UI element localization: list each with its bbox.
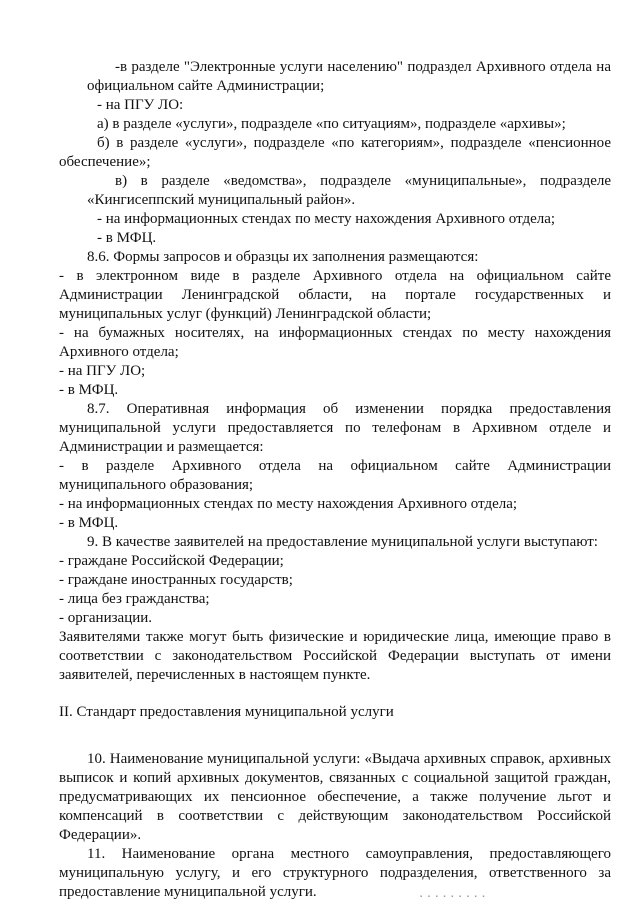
pgu-lo-sub-v: в) в разделе «ведомства», подразделе «муниципальные», подразделе «Кингисеппский муниципальный район».	[87, 173, 611, 208]
website-section-item: - в разделе Архивного отдела на официальном сайте Администрации муниципального образования;	[59, 458, 611, 493]
paper-form-item: - на бумажных носителях, на информационных стендах по месту нахождения Архивного отдела;	[59, 325, 611, 360]
applicant-foreign-citizens: - граждане иностранных государств;	[59, 572, 293, 588]
paragraphs-before-heading	[59, 58, 611, 685]
clause-8-6: 8.6. Формы запросов и образцы их заполнения размещаются:	[87, 249, 479, 265]
info-stands-item: - на информационных стендах по месту нахождения Архивного отдела;	[97, 211, 556, 227]
clause-10: 10. Наименование муниципальной услуги: «Выдача архивных справок, архивных выписок и копий архивных документов, связанных с социальной защитой граждан, предусматривающих их пенсионное обеспечение, а также получение льгот и компенсаций в соответствии с действующим законодательством Российской Федерации».	[59, 751, 611, 843]
pgu-lo-sub-a: а) в разделе «услуги», подразделе «по ситуациям», подразделе «архивы»;	[97, 116, 566, 132]
mfc-item: - в МФЦ.	[97, 230, 157, 246]
pgu-lo-item: - на ПГУ ЛО:	[97, 97, 184, 113]
mfc-forms-item: - в МФЦ.	[59, 382, 119, 398]
pgu-lo-forms-item: - на ПГУ ЛО;	[59, 363, 146, 379]
info-stands-item-2: - на информационных стендах по месту нахождения Архивного отдела;	[59, 496, 518, 512]
applicant-citizens-rf: - граждане Российской Федерации;	[59, 553, 284, 569]
applicant-stateless: - лица без гражданства;	[59, 591, 210, 607]
document-page	[59, 58, 611, 902]
clause-8-7: 8.7. Оперативная информация об изменении порядка предоставления муниципальной услуги предоставляется по телефонам в Архивном отделе и Администрации и размещается:	[59, 401, 611, 455]
electronic-services-item: -в разделе "Электронные услуги населению" подраздел Архивного отдела на официальном сайте Администрации;	[87, 59, 611, 94]
footer-scan-mark: ▪ ▪ ▪ ▪ ▪ ▪ ▪ ▪ ▪	[420, 894, 487, 900]
pgu-lo-sub-b: б) в разделе «услуги», подразделе «по категориям», подразделе «пенсионное обеспечение»;	[59, 135, 611, 170]
clause-11: 11. Наименование органа местного самоуправления, предоставляющего муниципальную услугу, и его структурного подразделения, ответственного за предоставление муниципальной услуги.	[59, 846, 611, 900]
applicant-organizations: - организации.	[59, 610, 153, 626]
mfc-info-item: - в МФЦ.	[59, 515, 119, 531]
applicants-representatives: Заявителями также могут быть физические и юридические лица, имеющие право в соответствии с законодательством Российской Федерации выступать от имени заявителей, перечисленных в настоящем пункте.	[59, 629, 611, 683]
paragraphs-after-heading	[59, 750, 611, 902]
electronic-form-item: - в электронном виде в разделе Архивного отдела на официальном сайте Администрации Ленинградской области, на портале государственных и муниципальных услуг (функций) Ленинградской области;	[59, 268, 611, 322]
clause-9: 9. В качестве заявителей на предоставление муниципальной услуги выступают:	[87, 534, 598, 550]
section-heading: II. Стандарт предоставления муниципальной услуги	[59, 704, 394, 720]
